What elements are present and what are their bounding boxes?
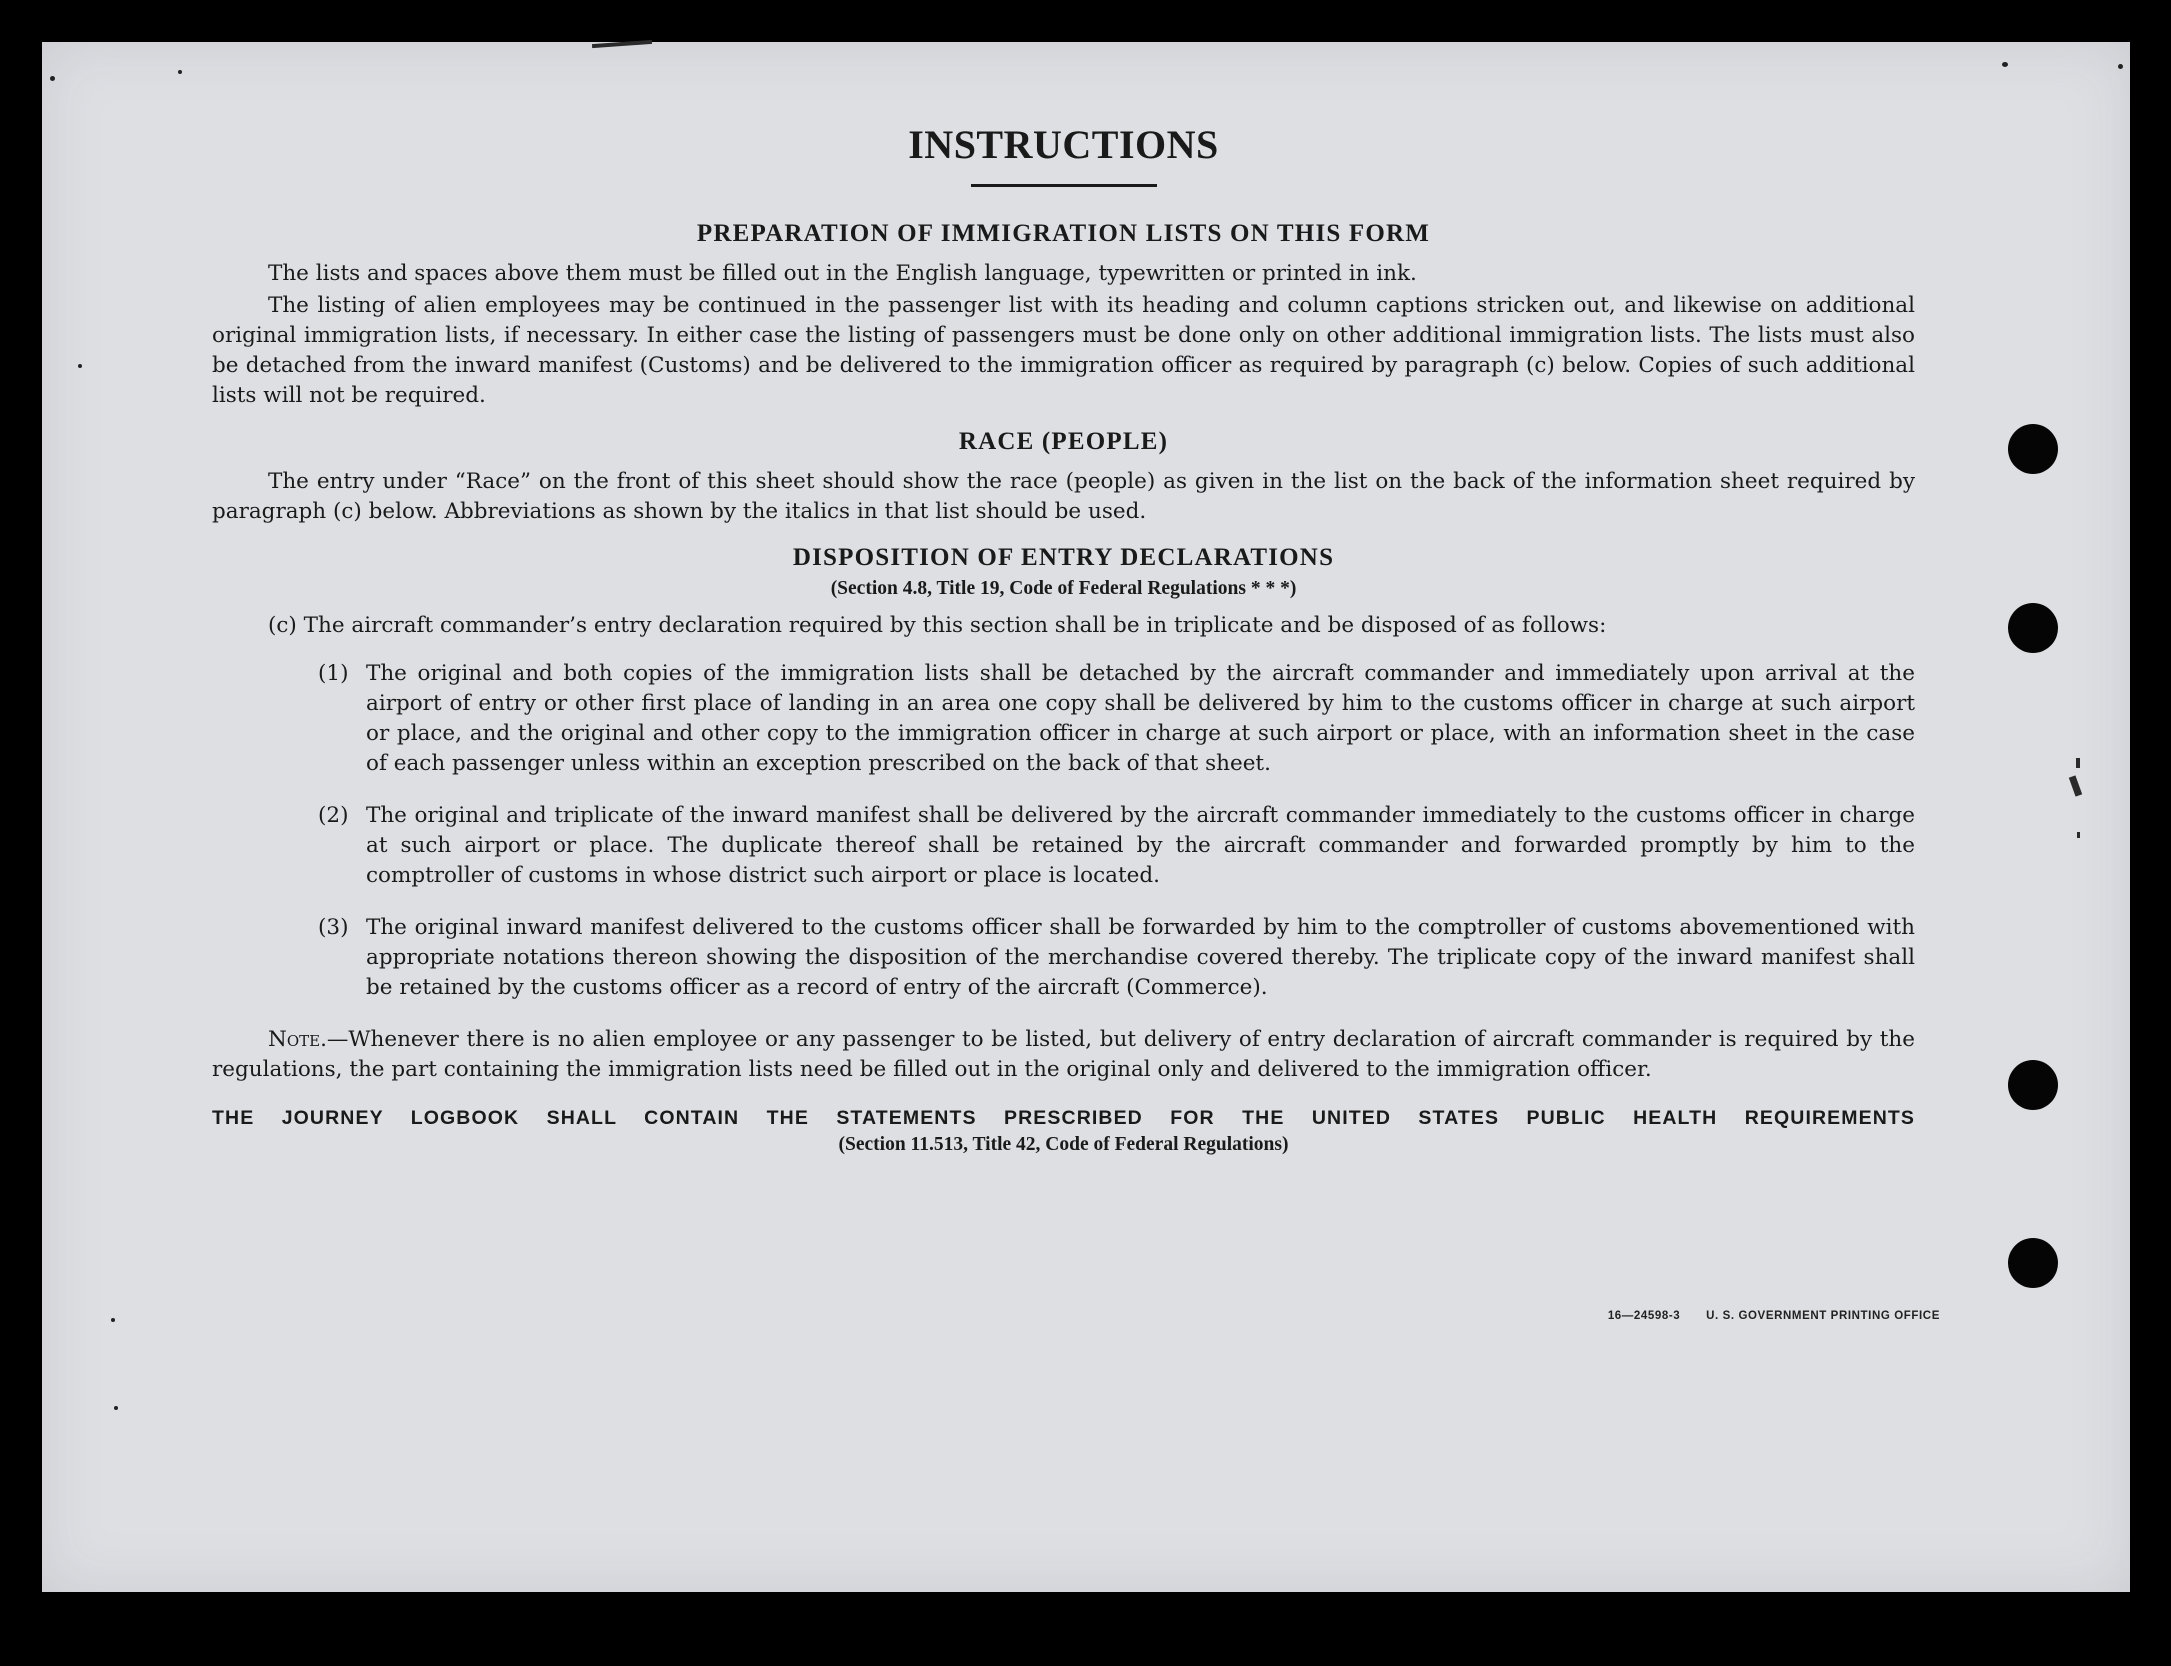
logbook-statement: THE JOURNEY LOGBOOK SHALL CONTAIN THE STATEMENTS PRESCRIBED FOR THE UNITED STATES PUBLIC HEALTH REQUIREMENTS <box>212 1107 1915 1129</box>
race-paragraph: The entry under “Race” on the front of this sheet should show the race (people) as given in the list on the back of the information sheet required by paragraph (c) below. Abbreviations as shown by the italics in that list should be used. <box>212 469 1915 524</box>
scan-speck <box>50 76 55 81</box>
disposition-intro-label: (c) <box>268 613 297 638</box>
disposition-item-3 <box>318 913 1915 1003</box>
edge-tick-mark <box>592 40 652 48</box>
disposition-intro-text: The aircraft commander’s entry declaration required by this section shall be in triplicate and be disposed of as follows: <box>303 613 1607 638</box>
edge-tick-mark <box>2076 758 2080 768</box>
printer-imprint <box>1608 1310 1940 1322</box>
preparation-paragraph-2: The listing of alien employees may be continued in the passenger list with its heading and column captions stricken out, and likewise on additional original immigration lists, if necessary. In either case the listing of passengers must be done only on other additional immigration lists. The lists must also be detached from the inward manifest (Customs) and be delivered to the immigration officer as required by paragraph (c) below. Copies of such additional lists will not be required. <box>212 293 1915 408</box>
note-label: Note. <box>268 1027 327 1052</box>
disposition-citation: (Section 4.8, Title 19, Code of Federal Regulations * * *) <box>830 578 1297 599</box>
scan-speck <box>178 70 182 74</box>
punch-hole <box>2008 603 2058 653</box>
form-number: 16—24598-3 <box>1607 1310 1681 1322</box>
scan-speck <box>2118 64 2123 69</box>
item-text: The original and triplicate of the inward manifest shall be delivered by the aircraft commander immediately to the customs officer in charge at such airport or place. The duplicate thereof shall be retained by the aircraft commander and forwarded promptly by him to the comptroller of customs in whose district such airport or place is located. <box>366 803 1915 888</box>
item-number: (3) <box>318 915 349 940</box>
scan-speck <box>111 1318 115 1322</box>
logbook-citation: (Section 11.513, Title 42, Code of Federal Regulations) <box>838 1134 1289 1155</box>
item-number: (1) <box>318 661 349 686</box>
title-underline <box>971 184 1157 187</box>
edge-tick-mark <box>2069 775 2082 796</box>
race-heading: RACE (PEOPLE) <box>958 428 1169 455</box>
printer-name: U. S. GOVERNMENT PRINTING OFFICE <box>1706 1310 1940 1322</box>
disposition-item-2 <box>318 801 1915 891</box>
item-number: (2) <box>318 803 349 828</box>
scan-speck <box>2002 62 2008 67</box>
disposition-intro <box>212 611 1915 641</box>
preparation-heading: PREPARATION OF IMMIGRATION LISTS ON THIS FORM <box>696 220 1431 247</box>
disposition-item-1 <box>318 659 1915 779</box>
item-text: The original inward manifest delivered to the customs officer shall be forwarded by him to the comptroller of customs abovementioned with appropriate notations thereon showing the disposition of the merchandise covered thereby. The triplicate copy of the inward manifest shall be retained by the customs officer as a record of entry of the aircraft (Commerce). <box>366 915 1915 1000</box>
preparation-paragraph-1: The lists and spaces above them must be filled out in the English language, typewritten or printed in ink. <box>268 261 1417 286</box>
note-dash: — <box>326 1027 349 1052</box>
scan-speck <box>114 1406 118 1410</box>
paper-sheet <box>42 42 2130 1592</box>
scan-speck <box>78 364 82 368</box>
note-paragraph <box>212 1025 1915 1085</box>
item-text: The original and both copies of the immigration lists shall be detached by the aircraft commander and immediately upon arrival at the airport of entry or other first place of landing in an area one copy shall be delivered by him to the customs officer in charge at such airport or place, and the original and other copy to the immigration officer in charge at such airport or place, with an information sheet in the case of each passenger unless within an exception prescribed on the back of that sheet. <box>366 661 1915 776</box>
edge-tick-mark <box>2077 832 2080 838</box>
instructions-text <box>212 122 1915 1159</box>
note-text: Whenever there is no alien employee or any passenger to be listed, but delivery of entry declaration of aircraft commander is required by the regulations, the part containing the immigration lists need be filled out in the original only and delivered to the immigration officer. <box>212 1027 1915 1082</box>
disposition-heading: DISPOSITION OF ENTRY DECLARATIONS <box>792 544 1335 571</box>
punch-hole <box>2008 1060 2058 1110</box>
punch-hole <box>2008 1238 2058 1288</box>
punch-hole <box>2008 424 2058 474</box>
page-title: INSTRUCTIONS <box>908 122 1219 167</box>
